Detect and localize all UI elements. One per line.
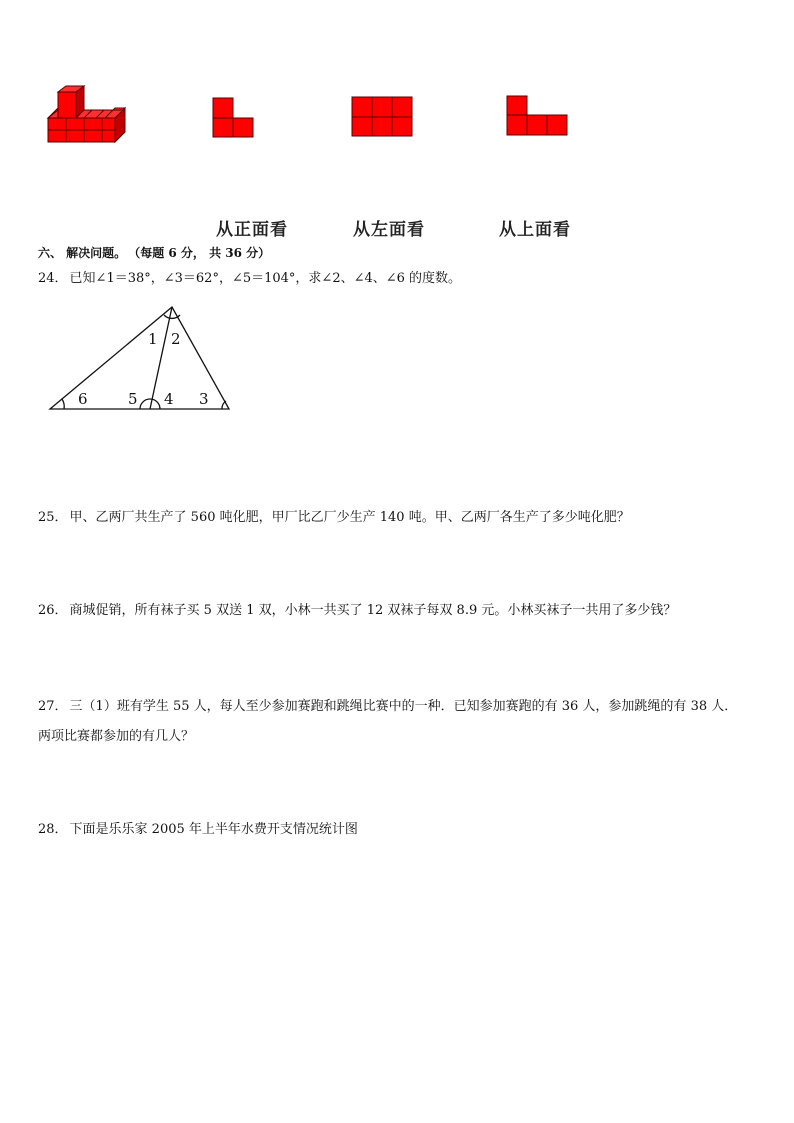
top-view-label: 从上面看 xyxy=(499,220,571,240)
question-number: 26． xyxy=(38,603,68,618)
angle-label-6: 6 xyxy=(78,390,88,408)
front-view-label: 从正面看 xyxy=(216,220,288,240)
question-text: 下面是乐乐家 2005 年上半年水费开支情况统计图 xyxy=(69,822,358,837)
question-text: 商城促销，所有袜子买 5 双送 1 双，小林一共买了 12 双袜子每双 8.9 元。小林买袜子一共用了多少钱？ xyxy=(69,603,677,618)
question-number: 25． xyxy=(38,510,68,525)
question-text: 三（1）班有学生 55 人，每人至少参加赛跑和跳绳比赛中的一种．已知参加赛跑的有 36 人，参加跳绳的有 38 人．两项比赛都参加的有几人？ xyxy=(38,699,738,744)
left-view-label: 从左面看 xyxy=(353,220,425,240)
question-28 xyxy=(38,817,758,843)
question-27 xyxy=(38,692,744,752)
cube-solid-figure xyxy=(40,80,130,148)
top-view-shape xyxy=(506,95,568,137)
angle-label-2: 2 xyxy=(171,330,181,348)
front-view-shape xyxy=(212,97,256,139)
section-heading xyxy=(38,244,270,261)
question-24 xyxy=(38,266,758,292)
triangle-figure xyxy=(44,300,236,416)
angle-label-4: 4 xyxy=(164,390,174,408)
section-title: 六、 解决问题。 xyxy=(38,246,127,260)
angle-label-5: 5 xyxy=(128,390,138,408)
question-text: 已知∠1＝38°，∠3＝62°，∠5＝104°，求∠2、∠4、∠6 的度数。 xyxy=(69,271,462,286)
left-view-shape xyxy=(351,96,413,138)
angle-label-1: 1 xyxy=(148,330,158,348)
question-number: 24． xyxy=(38,271,68,286)
angle-label-3: 3 xyxy=(199,390,209,408)
question-text: 甲、乙两厂共生产了 560 吨化肥，甲厂比乙厂少生产 140 吨。甲、乙两厂各生产了多少吨化肥？ xyxy=(69,510,630,525)
question-25 xyxy=(38,505,758,531)
section-score-note: （每题 6 分， 共 36 分） xyxy=(134,246,271,260)
question-26 xyxy=(38,598,758,624)
question-number: 27． xyxy=(38,699,68,714)
question-number: 28． xyxy=(38,822,68,837)
